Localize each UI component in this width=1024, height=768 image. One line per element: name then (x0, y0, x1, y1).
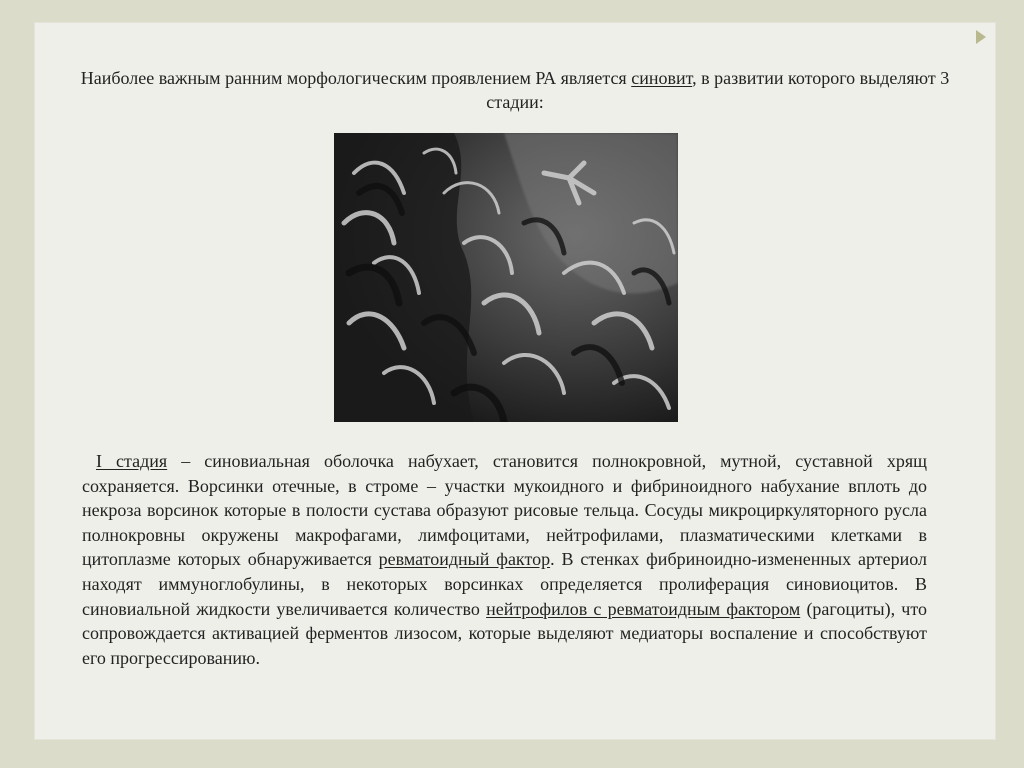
term-neutrophils-link[interactable]: нейтрофилов с ревматоидным фактором (486, 598, 801, 619)
paragraph-segment-2: . В стенках фибриноидно-измененных артериол находят иммуноглобулины, в некоторых ворсинках определяется пролиферация синовиоцитов. В синовиальной жидкости увеличивается количество (82, 549, 927, 619)
term-rheumatoid-factor-link[interactable]: ревматоидный фактор (378, 549, 551, 570)
paragraph-segment-1: – синовиальная оболочка набухает, становится полнокровной, мутной, суставной хрящ сохраняется. Ворсинки отечные, в строме – участки мукоидного и фибриноидного набухание вплоть до некроза ворсинок которые в полости сустава образуют рисовые тельца. Сосуды микроциркуляторного русла полнокровны окружены макрофагами, лимфоцитами, нейтрофилами, плазматическими клетками в цитоплазме которых обнаруживается (82, 451, 927, 570)
slide (34, 22, 996, 740)
paragraph-segment-3: (рагоциты), что сопровождается активацией ферментов лизосом, которые выделяют медиаторы воспаление и способствуют его прогрессированию. (82, 598, 927, 668)
heading-text-part1: Наиболее важным ранним морфологическим проявлением РА является (80, 68, 632, 88)
stage-description-paragraph (82, 449, 927, 670)
micrograph-image (334, 133, 678, 422)
micrograph-illustration (334, 133, 678, 422)
slide-heading (74, 66, 956, 114)
heading-text-part2: , в развитии которого выделяют 3 стадии: (486, 68, 950, 112)
heading-link-synovitis[interactable]: синовит (631, 68, 693, 88)
stage-label-link[interactable]: I стадия (96, 451, 168, 471)
corner-arrow-icon (974, 28, 988, 46)
